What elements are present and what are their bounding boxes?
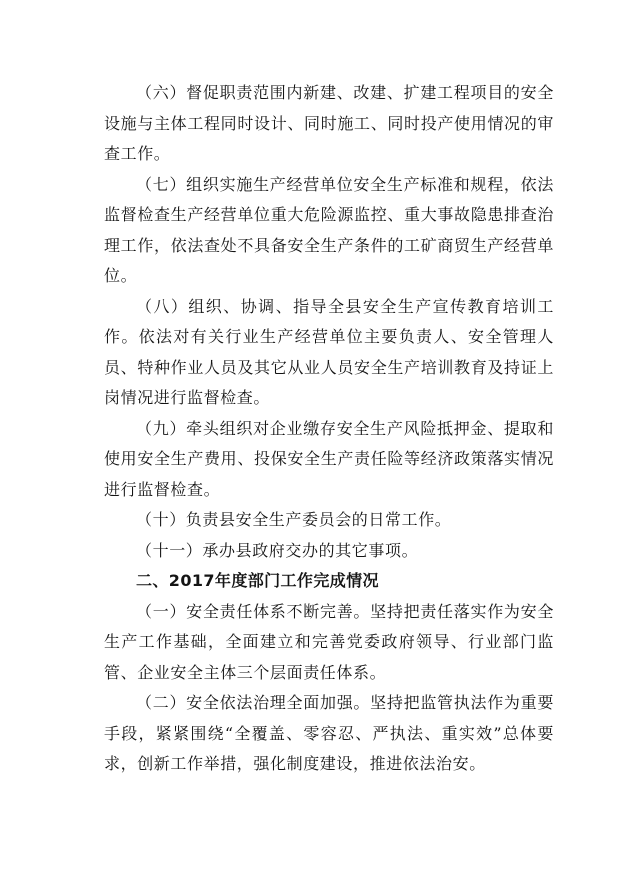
paragraph-item-7: （七）组织实施生产经营单位安全生产标准和规程，依法监督检查生产经营单位重大危险源监控、重大事故隐患排查治理工作，依法查处不具备安全生产条件的工矿商贸生产经营单位。 xyxy=(104,174,554,285)
paragraph-item-9: （九）牵头组织对企业缴存安全生产风险抵押金、提取和使用安全生产费用、投保安全生产责任险等经济政策落实情况进行监督检查。 xyxy=(104,418,554,499)
paragraph-item-11: （十一）承办县政府交办的其它事项。 xyxy=(136,540,419,560)
paragraph-section2-item-1: （一）安全责任体系不断完善。坚持把责任落实作为安全生产工作基础，全面建立和完善党委政府领导、行业部门监管、企业安全主体三个层面责任体系。 xyxy=(104,601,554,682)
paragraph-item-6: （六）督促职责范围内新建、改建、扩建工程项目的安全设施与主体工程同时设计、同时施工、同时投产使用情况的审查工作。 xyxy=(104,83,554,163)
paragraph-item-8: （八）组织、协调、指导全县安全生产宣传教育培训工作。依法对有关行业生产经营单位主要负责人、安全管理人员、特种作业人员及其它从业人员安全生产培训教育及持证上岗情况进行监督检查。 xyxy=(104,296,554,407)
paragraph-section2-item-2: （二）安全依法治理全面加强。坚持把监管执法作为重要手段，紧紧围绕“全覆盖、零容忍、严执法、重实效”总体要求，创新工作举措，强化制度建设，推进依法治安。 xyxy=(104,693,554,773)
section-heading: 二、2017年度部门工作完成情况 xyxy=(136,571,379,590)
document-body xyxy=(104,78,554,780)
paragraph-item-10: （十）负责县安全生产委员会的日常工作。 xyxy=(136,510,452,529)
